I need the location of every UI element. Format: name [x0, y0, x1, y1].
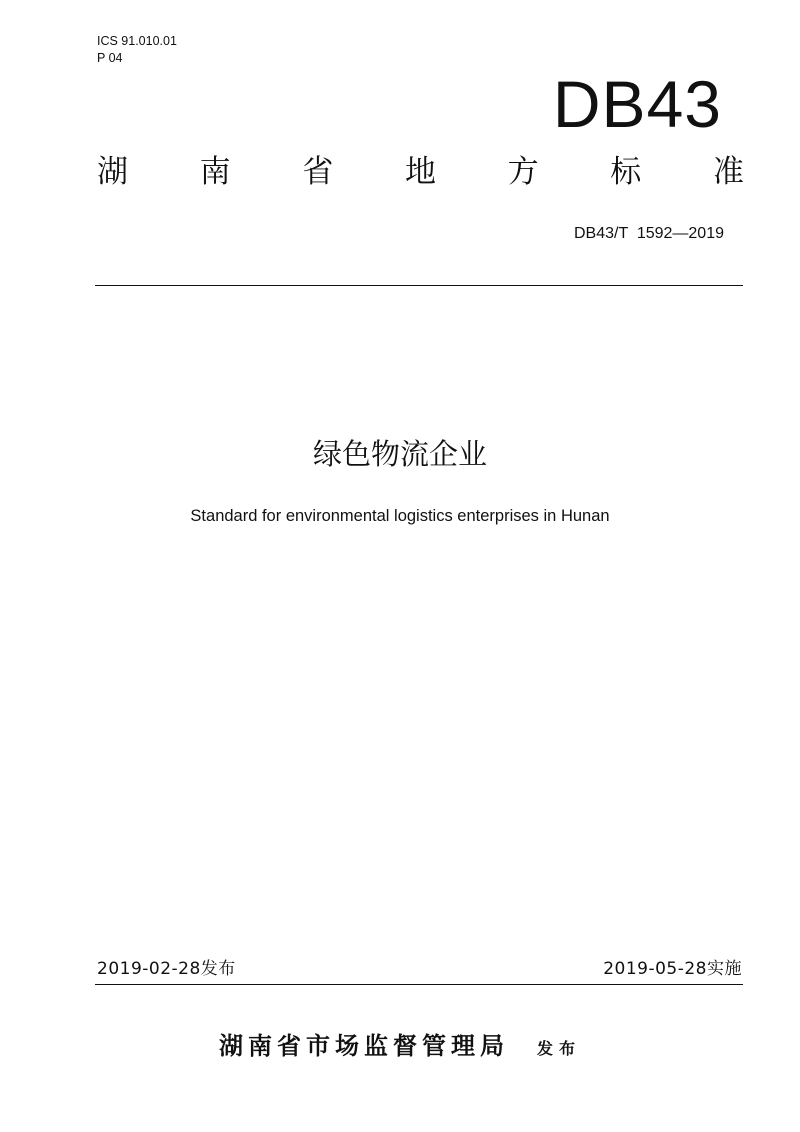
top-divider — [95, 285, 743, 286]
standard-type-char: 方 — [507, 154, 539, 190]
standard-type-char: 准 — [712, 154, 744, 190]
standard-type-heading — [97, 150, 744, 194]
standard-type-char: 地 — [404, 154, 436, 190]
classification-codes — [97, 33, 177, 67]
issuer-line — [0, 1030, 800, 1062]
bottom-divider — [95, 984, 743, 985]
document-title-chinese: 绿色物流企业 — [312, 437, 487, 471]
standard-type-char: 南 — [199, 154, 231, 190]
db-code-mark: DB43 — [552, 67, 722, 141]
issue-word: 发布 — [536, 1039, 581, 1058]
ics-code: ICS 91.010.01 — [97, 34, 177, 48]
standard-type-char: 湖 — [97, 154, 128, 190]
issue-date: 2019-02-28发布 — [97, 959, 236, 979]
standard-type-char: 省 — [302, 154, 334, 190]
effective-date: 2019-05-28实施 — [603, 959, 742, 979]
standard-number: DB43/T 1592—2019 — [573, 225, 724, 242]
standard-type-char: 标 — [610, 154, 642, 190]
ccs-code: P 04 — [97, 51, 123, 65]
issuing-authority: 湖南省市场监督管理局 — [218, 1032, 509, 1060]
document-title-english: Standard for environmental logistics enterprises in Hunan — [190, 507, 610, 525]
